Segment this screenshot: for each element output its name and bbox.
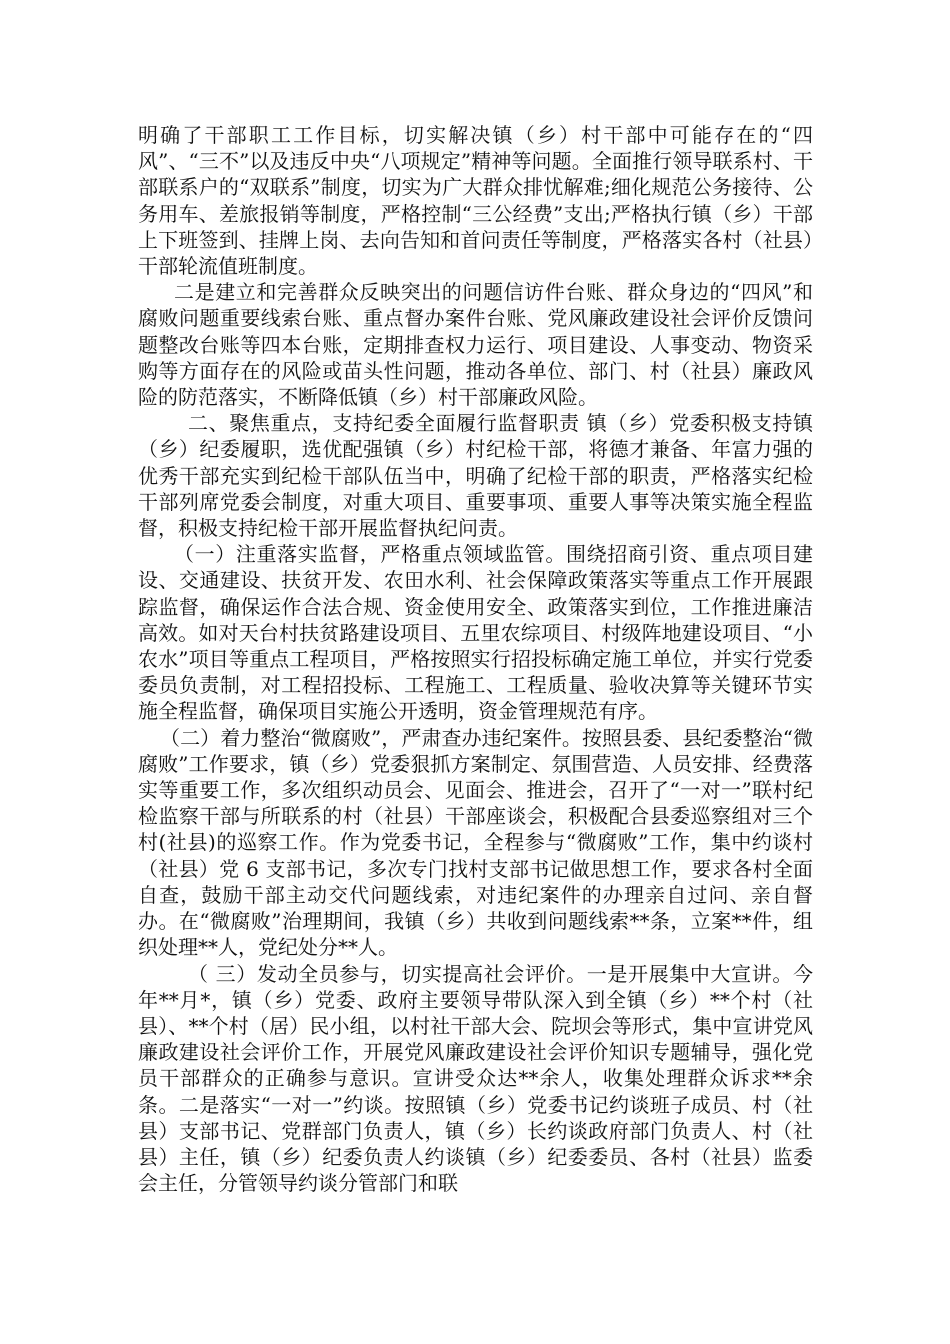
paragraph: （一）注重落实监督，严格重点领域监管。围绕招商引资、重点项目建设、交通建设、扶贫开发、农田水利、社会保障政策落实等重点工作开展跟踪监督，确保运作合法合规、资金使用安全、政策落实到位，工作推进廉洁高效。如对天台村扶贫路建设项目、五里农综项目、村级阵地建设项目、“小农水”项目等重点工程项目，严格按照实行招投标确定施工单位，并实行党委委员负责制，对工程招投标、工程施工、工程质量、验收决算等关键环节实施全程监督，确保项目实施公开透明，资金管理规范有序。 [138,542,813,724]
paragraph: （ 三）发动全员参与，切实提高社会评价。一是开展集中大宣讲。今年**月*，镇（乡）党委、政府主要领导带队深入到全镇（乡）**个村（社县）、**个村（居）民小组，以村社干部大会、院坝会等形式，集中宣讲党风廉政建设社会评价工作，开展党风廉政建设社会评价知识专题辅导，强化党员干部群众的正确参与意识。宣讲受众达**余人，收集处理群众诉求**余条。二是落实“一对一”约谈。按照镇（乡）党委书记约谈班子成员、村（社县）支部书记、党群部门负责人，镇（乡）长约谈政府部门负责人、村（社县）主任，镇（乡）纪委负责人约谈镇（乡）纪委委员、各村（社县）监委会主任，分管领导约谈分管部门和联 [138,961,813,1196]
paragraph: 明确了干部职工工作目标，切实解决镇（乡）村干部中可能存在的“四风”、“三不”以及违反中央“八项规定”精神等问题。全面推行领导联系村、干部联系户的“双联系”制度，切实为广大群众排忧解难;细化规范公务接待、公务用车、差旅报销等制度，严格控制“三公经费”支出;严格执行镇（乡）干部上下班签到、挂牌上岗、去向告知和首问责任等制度，严格落实各村（社县）干部轮流值班制度。 [138,123,813,279]
document-body [138,122,813,1196]
section-heading-paragraph: 二、聚焦重点，支持纪委全面履行监督职责 镇（乡）党委积极支持镇（乡）纪委履职，选优配强镇（乡）村纪检干部，将德才兼备、年富力强的优秀干部充实到纪检干部队伍当中，明确了纪检干部的职责，严格落实纪检干部列席党委会制度，对重大项目、重要事项、重要人事等决策实施全程监督，积极支持纪检干部开展监督执纪问责。 [138,411,813,541]
paragraph: （二）着力整治“微腐败”，严肃查办违纪案件。按照县委、县纪委整治“微腐败”工作要求，镇（乡）党委狠抓方案制定、氛围营造、人员安排、经费落实等重要工作，多次组织动员会、见面会、推进会，召开了“一对一”联村纪检监察干部与所联系的村（社县）干部座谈会，积极配合县委巡察组对三个村(社县)的巡察工作。作为党委书记，全程参与“微腐败”工作，集中约谈村（社县）党 6 支部书记，多次专门找村支部书记做思想工作，要求各村全面自查，鼓励干部主动交代问题线索，对违纪案件的办理亲自过问、亲自督办。在“微腐败”治理期间，我镇（乡）共收到问题线索**条，立案**件，组织处理**人，党纪处分**人。 [138,725,813,960]
paragraph: 二是建立和完善群众反映突出的问题信访件台账、群众身边的“四风”和腐败问题重要线索台账、重点督办案件台账、党风廉政建设社会评价反馈问题整改台账等四本台账，定期排查权力运行、项目建设、人事变动、物资采购等方面存在的风险或苗头性问题，推动各单位、部门、村（社县）廉政风险的防范落实，不断降低镇（乡）村干部廉政风险。 [138,280,813,410]
